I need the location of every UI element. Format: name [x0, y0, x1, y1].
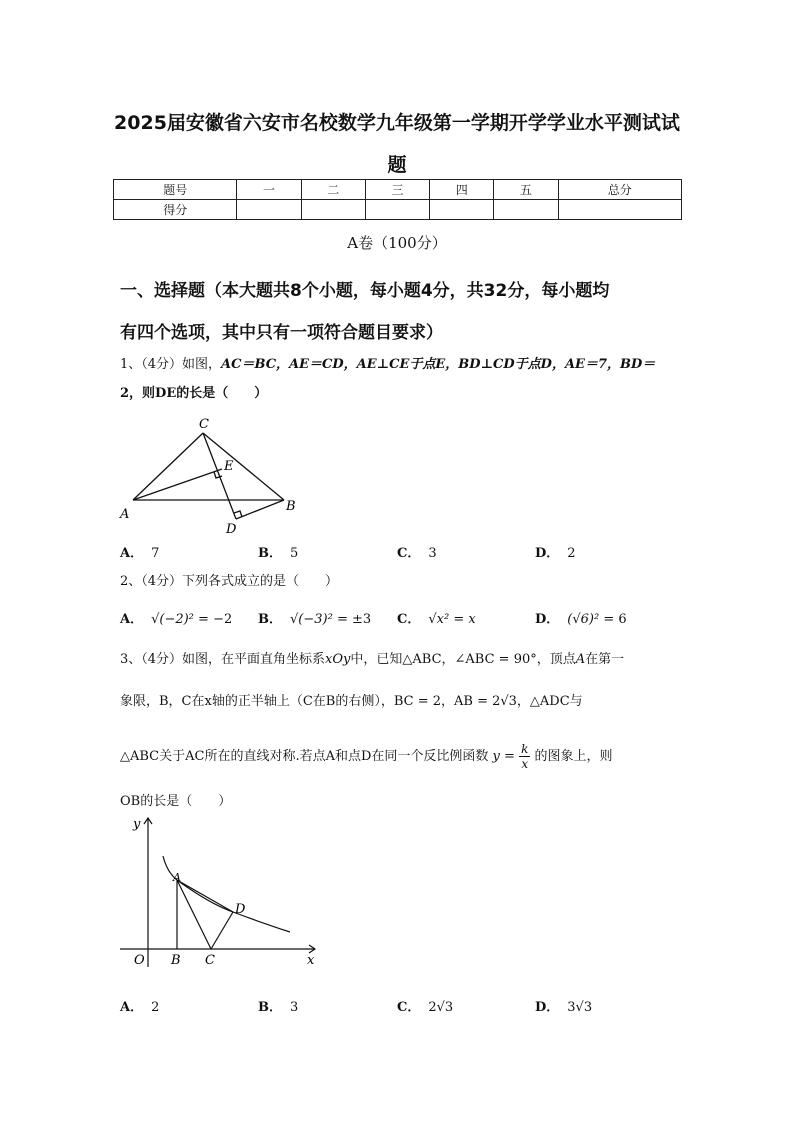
- q3-stem-line-1: [120, 650, 624, 670]
- option-text: 3: [428, 546, 437, 561]
- page-title-line-1: 2025届安徽省六安市名校数学九年级第一学期开学学业水平测试试: [114, 112, 680, 134]
- q3-text: 中，已知△ABC，∠ABC = 90°，顶点: [350, 652, 576, 667]
- q1-stem-line-1: [120, 355, 655, 375]
- score-table: [113, 179, 682, 220]
- option-label: C．: [397, 1000, 421, 1015]
- option-rhs: = ±3: [336, 612, 372, 627]
- q3-fraction-denominator: x: [521, 757, 529, 771]
- q3-label-a: A: [173, 871, 181, 884]
- option-label: B．: [258, 612, 282, 627]
- score-header-cell: 三: [365, 180, 429, 200]
- q2-option-a: [120, 608, 232, 627]
- score-header-cell: 题号: [114, 180, 237, 200]
- option-rhs: = 6: [603, 612, 627, 627]
- option-rhs: = −2: [198, 612, 233, 627]
- q3-label-x: x: [307, 953, 315, 968]
- q1-segment-ae: [133, 469, 222, 500]
- q1-label-d: D: [226, 522, 237, 537]
- q3-label-o: O: [134, 953, 145, 968]
- q3-stem-line-3: [120, 742, 613, 771]
- score-header-cell: 总分: [558, 180, 681, 200]
- q1-option-b: [258, 542, 298, 561]
- q1-segment-db: [236, 500, 284, 519]
- option-label: B．: [258, 1000, 282, 1015]
- q1-option-d: [535, 542, 576, 561]
- q3-option-b: [258, 996, 298, 1015]
- q3-option-d: [535, 996, 592, 1015]
- volume-a-heading: A卷（100分）: [347, 234, 447, 252]
- q3-fraction-numerator: k: [521, 742, 529, 756]
- option-label: D．: [535, 546, 560, 561]
- q3-text: xOy: [325, 652, 351, 667]
- q3-fraction: [519, 742, 530, 771]
- q3-figure: [115, 812, 325, 972]
- option-text: 2: [151, 1000, 160, 1015]
- score-header-cell: 五: [494, 180, 558, 200]
- section-1-heading-line-1: 一、选择题（本大题共8个小题，每小题4分，共32分，每小题均: [120, 281, 610, 301]
- option-label: C．: [397, 612, 421, 627]
- option-label: A．: [120, 1000, 144, 1015]
- q2-option-b: [258, 608, 371, 627]
- score-row-label: 得分: [114, 200, 237, 220]
- q1-label-b: B: [286, 499, 296, 514]
- q1-option-a: [120, 542, 159, 561]
- score-header-cell: 二: [301, 180, 365, 200]
- score-cell: [494, 200, 558, 220]
- q2-stem: 2、（4分）下列各式成立的是（ ）: [120, 574, 339, 589]
- score-header-cell: 一: [237, 180, 301, 200]
- q3-text: 的图象上，则: [534, 749, 613, 764]
- option-label: A．: [120, 546, 144, 561]
- score-cell: [558, 200, 681, 220]
- q1-stem-line-2: 2，则DE的长是（ ）: [120, 386, 268, 401]
- q1-conditions: AC＝BC，AE＝CD，AE⊥CE于点E，BD⊥CD于点D，AE＝7，BD＝: [221, 357, 656, 372]
- option-label: C．: [397, 546, 421, 561]
- q3-segment-dc: [211, 912, 233, 949]
- q3-function-y: y =: [492, 749, 515, 764]
- q1-figure: [112, 412, 312, 540]
- option-label: A．: [120, 612, 144, 627]
- q2-option-d: [535, 608, 627, 627]
- section-1-heading-line-2: 有四个选项，其中只有一项符合题目要求）: [120, 323, 443, 343]
- q2-option-c: [397, 608, 476, 627]
- score-table-score-row: [114, 200, 682, 220]
- q1-label-c: C: [199, 417, 209, 432]
- q1-prefix: 1、（4分）如图，: [120, 357, 222, 372]
- q3-text: 3、（4分）如图，在平面直角坐标系: [120, 652, 326, 667]
- q3-text: A: [575, 652, 586, 667]
- option-text: 3√3: [567, 1000, 593, 1015]
- option-expression: √(−2)²: [151, 612, 194, 627]
- q3-text: △ABC关于AC所在的直线对称.若点A和点D在同一个反比例函数: [120, 749, 489, 764]
- q1-segment-cb: [203, 433, 284, 500]
- option-label: D．: [535, 612, 560, 627]
- option-expression: √x²: [428, 612, 450, 627]
- q1-label-e: E: [224, 459, 234, 474]
- score-cell: [430, 200, 494, 220]
- option-expression: √(−3)²: [290, 612, 333, 627]
- score-cell: [365, 200, 429, 220]
- page-title-line-2: 题: [387, 154, 407, 176]
- option-text: 3: [290, 1000, 299, 1015]
- option-rhs: = x: [453, 612, 476, 627]
- option-expression: (√6)²: [567, 612, 600, 627]
- q3-stem-line-2: 象限，B，C在x轴的正半轴上（C在B的右侧），BC = 2，AB = 2√3，△ADC与: [120, 694, 583, 709]
- q3-hyperbola: [163, 856, 290, 932]
- q1-option-c: [397, 542, 437, 561]
- option-text: 2√3: [428, 1000, 454, 1015]
- q3-option-c: [397, 996, 453, 1015]
- q3-label-y: y: [133, 817, 141, 832]
- option-text: 7: [151, 546, 160, 561]
- q1-label-a: A: [120, 507, 130, 522]
- option-label: D．: [535, 1000, 560, 1015]
- q3-stem-line-4: OB的长是（ ）: [120, 794, 232, 809]
- score-cell: [301, 200, 365, 220]
- option-text: 5: [290, 546, 299, 561]
- q3-label-c: C: [205, 953, 215, 968]
- q3-option-a: [120, 996, 159, 1015]
- q3-label-b: B: [171, 953, 181, 968]
- option-text: 2: [567, 546, 576, 561]
- score-header-cell: 四: [430, 180, 494, 200]
- option-label: B．: [258, 546, 282, 561]
- score-cell: [237, 200, 301, 220]
- q1-segment-ac: [133, 433, 203, 500]
- score-table-header-row: [114, 180, 682, 200]
- q3-text: 在第一: [585, 652, 625, 667]
- q3-label-d: D: [235, 902, 246, 917]
